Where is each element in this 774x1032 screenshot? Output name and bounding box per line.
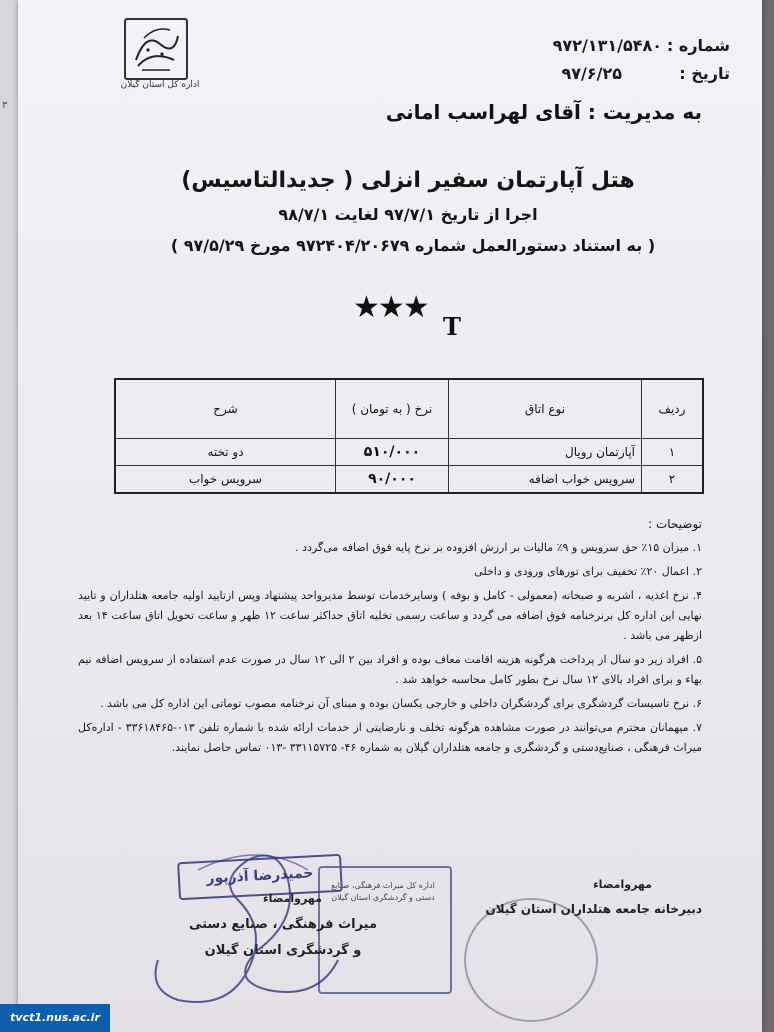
notes-list <box>78 538 702 762</box>
hoteliers-association-stamp <box>464 898 598 1022</box>
row-number: ۲ <box>642 466 704 494</box>
left-signature-org-line1: میراث فرهنگی ، صنایع دستی <box>188 917 378 932</box>
room-type: سرویس خواب اضافه <box>449 466 642 494</box>
header-room-type: نوع اتاق <box>449 379 642 439</box>
note-item: ۱. میزان ۱۵٪ حق سرویس و ۹٪ مالیات بر ارزش افزوده بر نرخ پایه فوق اضافه می‌گردد . <box>295 541 702 554</box>
letter-number: ۹۷۲/۱۳۱/۵۴۸۰ <box>552 36 662 55</box>
hotel-title: هتل آپارتمان سفیر انزلی ( جدیدالتاسیس) <box>181 168 635 193</box>
notes-title: توضیحات : <box>648 517 702 531</box>
organization-caption: اداره کل استان گیلان <box>120 80 200 90</box>
right-signature-title: مهروامضاء <box>593 878 652 891</box>
right-signature-org: دبیرخانه جامعه هتلداران استان گیلان <box>485 902 702 916</box>
note-item: ۲. اعمال ۲۰٪ تخفیف برای تورهای ورودی و داخلی <box>474 565 702 578</box>
header-rate: نرخ ( به تومان ) <box>336 379 449 439</box>
row-number: ۱ <box>642 439 704 466</box>
room-rate: ۹۰/۰۰۰ <box>336 466 449 494</box>
room-type: آپارتمان رویال <box>449 439 642 466</box>
left-signature-title: مهروامضاء <box>263 892 322 905</box>
table-row <box>115 439 703 466</box>
header-description: شرح <box>115 379 336 439</box>
execution-period: اجرا از تاریخ ۹۷/۷/۱ لغایت ۹۸/۷/۱ <box>278 205 538 224</box>
reference-directive: ( به استناد دستورالعمل شماره ۹۷۲۴۰۴/۲۰۶۷۹ مورخ ۹۷/۵/۲۹ ) <box>170 236 656 255</box>
letter-number-label: شماره : <box>666 36 730 55</box>
header-row-number: ردیف <box>642 379 704 439</box>
table-row <box>115 466 703 494</box>
handwritten-signature <box>138 840 378 1020</box>
addressee: به مدیریت : آقای لهراسب امانی <box>385 100 702 124</box>
room-description: سرویس خواب <box>115 466 336 494</box>
table-header-row <box>115 379 703 439</box>
signer-name-stamp: حمیدرضا آذرپور <box>177 854 343 901</box>
desk-strip <box>0 0 18 1032</box>
note-item: ۷. میهمانان محترم می‌توانند در صورت مشاهده هرگونه تخلف و نارضایتی از خدمات ارائه شده با شماره تلفن ۰۱۳-۳۳۶۱۸۴۶۵ - اداره‌کل میراث فرهنگی ، صنایع‌دستی و گردشگری و جامعه هتلداران گیلان به شماره ۴۶- ۳۳۱۱۵۷۲۵ -۰۱۳ تماس حاصل نمایند. <box>78 721 702 754</box>
letter-page <box>18 0 762 1032</box>
left-signature-org-line2: و گردشگری استان گیلان <box>204 943 362 958</box>
letter-date-label: تاریخ : <box>679 64 730 83</box>
room-rate: ۵۱۰/۰۰۰ <box>336 439 449 466</box>
organization-logo <box>124 18 188 80</box>
room-description: دو تخته <box>115 439 336 466</box>
edge-mark: ۳ <box>2 100 8 111</box>
letter-date: ۹۷/۶/۲۵ <box>561 64 622 83</box>
grade-letter: T <box>443 312 461 341</box>
rate-table <box>114 378 704 494</box>
site-footer-logo[interactable]: tvct1.nus.ac.ir <box>0 1004 110 1032</box>
heritage-office-stamp-text: اداره کل میراث فرهنگی، صنایع دستی و گردشگری استان گیلان <box>331 881 435 902</box>
note-item: ۵. افراد زیر دو سال از پرداخت هرگونه هزینه اقامت معاف بوده و افراد بین ۲ الی ۱۲ سال در صورت عدم استفاده از سرویس اضافه نیم بهاء و برای افراد بالای ۱۲ سال نرخ بطور کامل محاسبه خواهد شد . <box>78 653 703 686</box>
note-item: ۶. نرخ تاسیسات گردشگری برای گردشگران داخلی و خارجی یکسان بوده و مبنای آن نرخنامه مصوب توماتی این اداره کل می باشد . <box>100 697 702 710</box>
note-item: ۴. نرخ اغذیه ، اشربه و صبحانه (معمولی - کامل و بوفه ) وسایرخدمات توسط مدیرواحد پیشنهاد وپس ازتایید اولیه جامعه هتلداران و تایید نهایی این اداره کل برنرخنامه فوق اضافه می گردد و ساعت رسمی تخلیه اتاق حداکثر ساعت ۱۲ ظهر و ساعت تحویل اتاق ساعت ۱۴ بعد ازظهر می باشد . <box>78 589 702 642</box>
star-rating: ★★★ <box>353 290 428 325</box>
